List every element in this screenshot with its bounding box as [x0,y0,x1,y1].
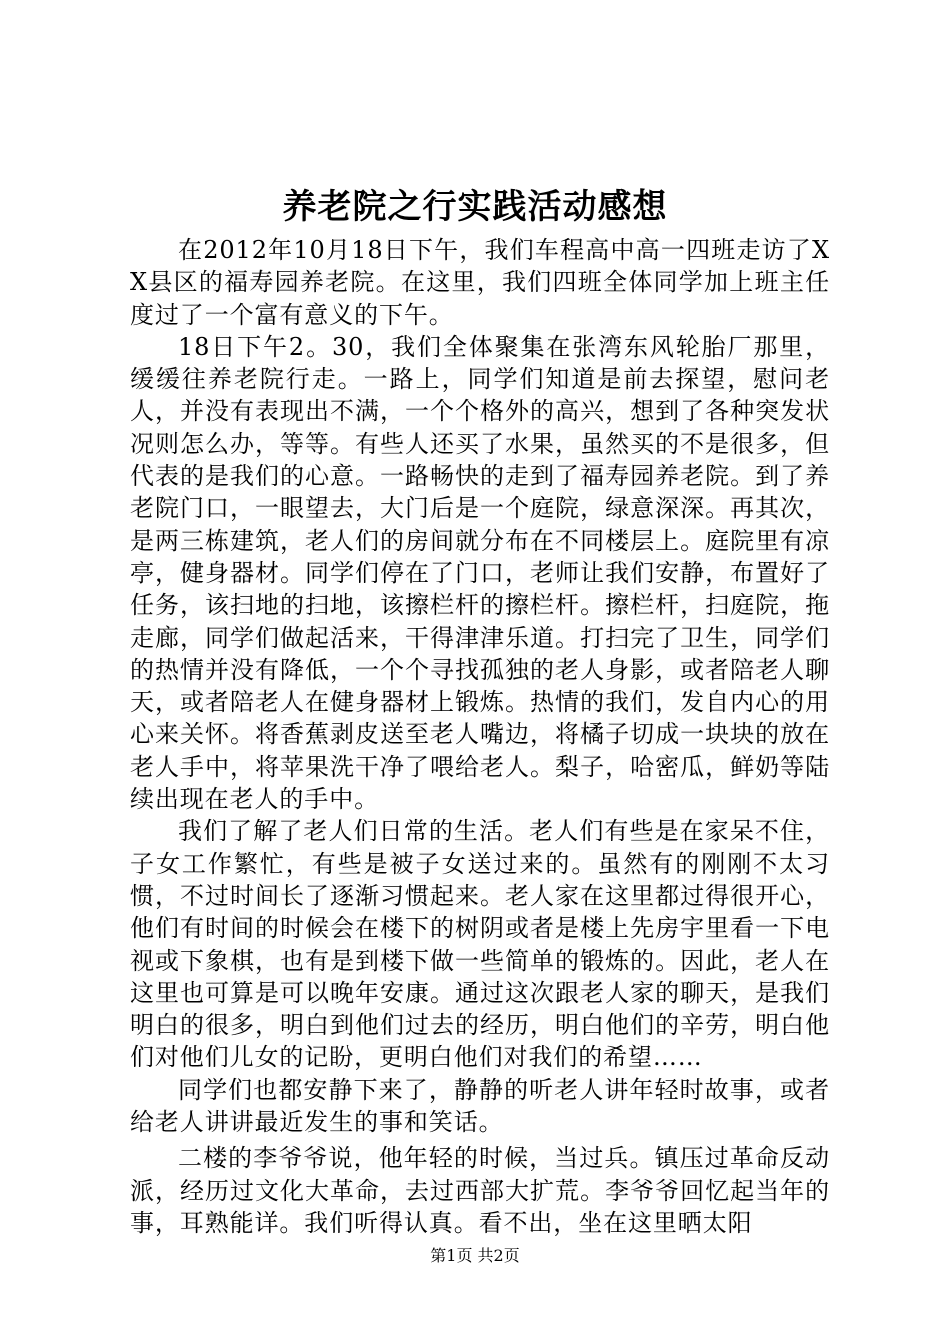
document-title: 养老院之行实践活动感想 [282,187,668,227]
page-number-footer: 第1页 共2页 [430,1246,520,1265]
paragraph: 同学们也都安静下来了，静静的听老人讲年轻时故事，或者给老人讲讲最近发生的事和笑话。 [130,1075,830,1137]
paragraph: 18日下午2。30，我们全体聚集在张湾东风轮胎厂那里，缓缓往养老院行走。一路上，同学们知道是前去探望，慰问老人，并没有表现出不满，一个个格外的高兴，想到了各种突发状况则怎么办，等等。有些人还买了水果，虽然买的不是很多，但代表的是我们的心意。一路畅快的走到了福寿园养老院。到了养老院门口，一眼望去，大门后是一个庭院，绿意深深。再其次，是两三栋建筑，老人们的房间就分布在不同楼层上。庭院里有凉亭，健身器材。同学们停在了门口，老师让我们安静，布置好了任务，该扫地的扫地，该擦栏杆的擦栏杆。擦栏杆，扫庭院，拖走廊，同学们做起活来，干得津津乐道。打扫完了卫生，同学们的热情并没有降低，一个个寻找孤独的老人身影，或者陪老人聊天，或者陪老人在健身器材上锻炼。热情的我们，发自内心的用心来关怀。将香蕉剥皮送至老人嘴边，将橘子切成一块块的放在老人手中，将苹果洗干净了喂给老人。梨子，哈密瓜，鲜奶等陆续出现在老人的手中。 [130,332,830,814]
paragraph: 二楼的李爷爷说，他年轻的时候，当过兵。镇压过革命反动派，经历过文化大革命，去过西部大扩荒。李爷爷回忆起当年的事，耳熟能详。我们听得认真。看不出，坐在这里晒太阳 [130,1144,830,1237]
document-body [130,234,830,1239]
paragraph: 我们了解了老人们日常的生活。老人们有些是在家呆不住，子女工作繁忙，有些是被子女送过来的。虽然有的刚刚不太习惯，不过时间长了逐渐习惯起来。老人家在这里都过得很开心，他们有时间的时候会在楼下的树阴或者是楼上先房宇里看一下电视或下象棋，也有是到楼下做一些简单的锻炼的。因此，老人在这里也可算是可以晚年安康。通过这次跟老人家的聊天，是我们明白的很多，明白到他们过去的经历，明白他们的辛劳，明白他们对他们儿女的记盼，更明白他们对我们的希望…… [130,817,830,1072]
paragraph: 在2012年10月18日下午，我们车程高中高一四班走访了XX县区的福寿园养老院。在这里，我们四班全体同学加上班主任度过了一个富有意义的下午。 [130,236,830,329]
